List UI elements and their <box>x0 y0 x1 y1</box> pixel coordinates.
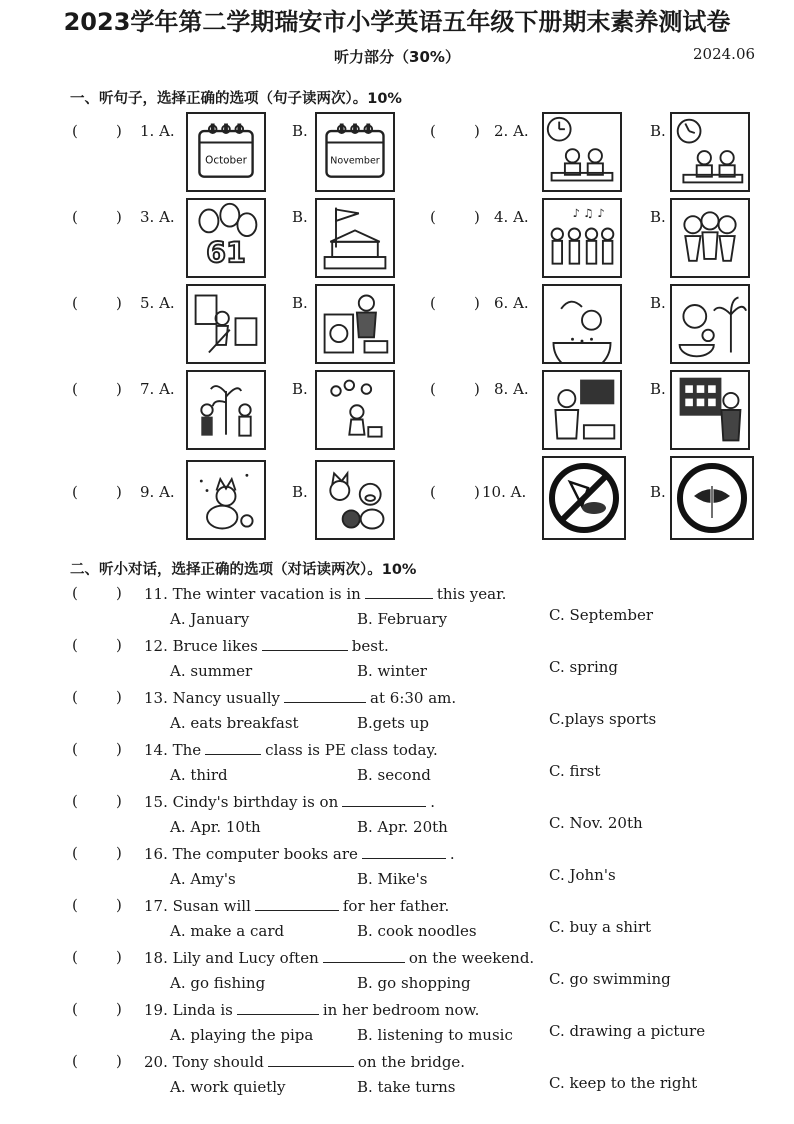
answer-paren[interactable]: ( ) <box>72 584 122 602</box>
option-c[interactable]: C. first <box>549 762 601 780</box>
answer-paren[interactable]: ( ) <box>72 740 122 758</box>
answer-paren[interactable]: ( ) <box>430 483 480 501</box>
question-item <box>0 792 794 844</box>
no-talking-sign-icon[interactable] <box>670 456 754 540</box>
answer-paren[interactable]: ( ) <box>72 948 122 966</box>
question-text-before: 14. The <box>144 741 202 759</box>
option-b[interactable]: B. Apr. 20th <box>357 818 448 836</box>
answer-blank <box>342 792 426 807</box>
question-number: 2. A. <box>494 122 529 140</box>
teacher-blackboard-icon[interactable] <box>542 370 622 450</box>
no-food-sign-icon[interactable] <box>542 456 626 540</box>
option-b[interactable]: B.gets up <box>357 714 430 732</box>
question-stem <box>144 948 534 967</box>
option-c[interactable]: C. September <box>549 606 654 624</box>
answer-blank <box>268 1052 354 1067</box>
option-c[interactable]: C. Nov. 20th <box>549 814 643 832</box>
teacher-chart-icon[interactable] <box>670 370 750 450</box>
question-item <box>0 896 794 948</box>
option-b-label: B. <box>650 483 666 501</box>
option-c[interactable]: C. spring <box>549 658 619 676</box>
question-item <box>0 844 794 896</box>
option-a[interactable]: A. playing the pipa <box>170 1026 314 1044</box>
question-text-before: 12. Bruce likes <box>144 637 258 655</box>
part2-heading: 二、听小对话，选择正确的选项（对话读两次）。10% <box>70 562 417 578</box>
option-b-label: B. <box>650 122 666 140</box>
question-number: 1. A. <box>140 122 175 140</box>
question-text-after: best. <box>351 637 389 655</box>
answer-blank <box>205 740 261 755</box>
option-a[interactable]: A. summer <box>170 662 253 680</box>
calendar-month-label: October <box>205 154 247 167</box>
answer-paren[interactable]: ( ) <box>72 688 122 706</box>
option-c[interactable]: C. drawing a picture <box>549 1022 706 1040</box>
option-a[interactable]: A. make a card <box>170 922 285 940</box>
question-number: 10. A. <box>482 483 527 501</box>
question-number: 7. A. <box>140 380 175 398</box>
answer-paren[interactable]: ( ) <box>72 380 122 398</box>
option-c[interactable]: C. go swimming <box>549 970 671 988</box>
question-item <box>0 740 794 792</box>
answer-paren[interactable]: ( ) <box>72 896 122 914</box>
option-a[interactable]: A. Amy's <box>170 870 236 888</box>
balloons-61-icon[interactable] <box>186 198 266 278</box>
part1-row <box>0 284 794 369</box>
question-stem <box>144 844 455 863</box>
question-number: 4. A. <box>494 208 529 226</box>
question-stem <box>144 740 438 759</box>
option-c[interactable]: C. buy a shirt <box>549 918 652 936</box>
question-stem <box>144 1052 465 1071</box>
option-c[interactable]: C.plays sports <box>549 710 657 728</box>
question-text-after: for her father. <box>342 897 450 915</box>
person-cleaning-room-icon[interactable] <box>186 284 266 364</box>
section-subtitle: 听力部分（30%） <box>334 48 460 66</box>
question-number: 5. A. <box>140 294 175 312</box>
question-text-after: at 6:30 am. <box>370 689 457 707</box>
answer-paren[interactable]: ( ) <box>72 294 122 312</box>
answer-blank <box>284 688 366 703</box>
question-text-before: 17. Susan will <box>144 897 251 915</box>
calendar-october-icon[interactable] <box>186 112 266 192</box>
answer-paren[interactable]: ( ) <box>72 1000 122 1018</box>
question-number: 6. A. <box>494 294 529 312</box>
option-b[interactable]: B. winter <box>357 662 427 680</box>
option-b-label: B. <box>650 380 666 398</box>
option-b-label: B. <box>292 122 308 140</box>
question-text-after: . <box>430 793 436 811</box>
question-text-before: 16. The computer books are <box>144 845 358 863</box>
question-stem <box>144 792 435 811</box>
option-a[interactable]: A. third <box>170 766 228 784</box>
option-b-label: B. <box>292 294 308 312</box>
question-text-before: 19. Linda is <box>144 1001 233 1019</box>
clock-students-desk-icon[interactable] <box>542 112 622 192</box>
tiananmen-flag-icon[interactable] <box>315 198 395 278</box>
cat-and-pig-icon[interactable] <box>315 460 395 540</box>
question-item <box>0 636 794 688</box>
answer-paren[interactable]: ( ) <box>72 208 122 226</box>
question-number: 8. A. <box>494 380 529 398</box>
part1-row <box>0 456 794 541</box>
question-item <box>0 688 794 740</box>
option-b[interactable]: B. go shopping <box>357 974 471 992</box>
clock-students-desk-icon[interactable] <box>670 112 750 192</box>
answer-paren[interactable]: ( ) <box>430 380 480 398</box>
answer-blank <box>237 1000 319 1015</box>
question-text-before: 15. Cindy's birthday is on <box>144 793 339 811</box>
option-b[interactable]: B. February <box>357 610 448 628</box>
children-singing-icon[interactable] <box>542 198 622 278</box>
exam-title: 2023学年第二学期瑞安市小学英语五年级下册期末素养测试卷 <box>63 8 731 36</box>
fruits-sun-tree-icon[interactable] <box>670 284 750 364</box>
answer-paren[interactable]: ( ) <box>72 844 122 862</box>
option-b[interactable]: B. take turns <box>357 1078 456 1096</box>
option-a[interactable]: A. go fishing <box>170 974 266 992</box>
option-a[interactable]: A. eats breakfast <box>170 714 299 732</box>
question-text-after: on the bridge. <box>357 1053 466 1071</box>
option-b-label: B. <box>292 380 308 398</box>
svg-text:♪ ♫ ♪: ♪ ♫ ♪ <box>572 206 605 221</box>
cat-playing-icon[interactable] <box>186 460 266 540</box>
question-item <box>0 584 794 636</box>
option-b-label: B. <box>650 208 666 226</box>
question-stem <box>144 584 506 603</box>
option-b-label: B. <box>650 294 666 312</box>
question-text-before: 20. Tony should <box>144 1053 264 1071</box>
answer-blank <box>362 844 446 859</box>
part1-row <box>0 370 794 455</box>
option-a[interactable]: A. Apr. 10th <box>170 818 261 836</box>
calendar-november-icon[interactable] <box>315 112 395 192</box>
option-b[interactable]: B. listening to music <box>357 1026 513 1044</box>
question-stem <box>144 688 456 707</box>
option-b-label: B. <box>292 483 308 501</box>
kids-planting-tree-icon[interactable] <box>186 370 266 450</box>
answer-paren[interactable]: ( ) <box>72 636 122 654</box>
part1-heading: 一、听句子，选择正确的选项（句子读两次）。10% <box>70 91 402 107</box>
answer-paren[interactable]: ( ) <box>430 294 480 312</box>
question-item <box>0 948 794 1000</box>
question-text-after: in her bedroom now. <box>322 1001 480 1019</box>
answer-blank <box>323 948 405 963</box>
question-text-after: . <box>449 845 455 863</box>
answer-paren[interactable]: ( ) <box>430 122 480 140</box>
man-washing-clothes-icon[interactable] <box>315 284 395 364</box>
answer-paren[interactable]: ( ) <box>72 122 122 140</box>
watermelon-fruits-icon[interactable] <box>542 284 622 364</box>
option-b[interactable]: B. second <box>357 766 431 784</box>
children-dancing-icon[interactable] <box>670 198 750 278</box>
question-number: 9. A. <box>140 483 175 501</box>
question-text-before: 18. Lily and Lucy often <box>144 949 319 967</box>
option-c[interactable]: C. keep to the right <box>549 1074 698 1092</box>
question-stem <box>144 636 389 655</box>
option-a[interactable]: A. work quietly <box>170 1078 286 1096</box>
question-stem <box>144 896 449 915</box>
answer-blank <box>255 896 339 911</box>
answer-blank <box>262 636 348 651</box>
question-text-after: this year. <box>436 585 507 603</box>
answer-paren[interactable]: ( ) <box>430 208 480 226</box>
part1-row <box>0 112 794 197</box>
calendar-month-label: November <box>330 155 380 167</box>
question-stem <box>144 1000 479 1019</box>
question-item <box>0 1052 794 1104</box>
answer-paren[interactable]: ( ) <box>72 483 122 501</box>
option-a[interactable]: A. January <box>170 610 250 628</box>
exam-date: 2024.06 <box>693 45 756 63</box>
option-b[interactable]: B. Mike's <box>357 870 428 888</box>
question-number: 3. A. <box>140 208 175 226</box>
question-item <box>0 1000 794 1052</box>
question-text-after: class is PE class today. <box>265 741 438 759</box>
option-b[interactable]: B. cook noodles <box>357 922 477 940</box>
svg-text:61: 61 <box>206 236 246 270</box>
option-b-label: B. <box>292 208 308 226</box>
question-text-before: 13. Nancy usually <box>144 689 281 707</box>
option-c[interactable]: C. John's <box>549 866 616 884</box>
answer-blank <box>365 584 433 599</box>
answer-paren[interactable]: ( ) <box>72 792 122 810</box>
answer-paren[interactable]: ( ) <box>72 1052 122 1070</box>
part1-row <box>0 198 794 283</box>
question-text-after: on the weekend. <box>408 949 535 967</box>
girl-watering-flowers-icon[interactable] <box>315 370 395 450</box>
question-text-before: 11. The winter vacation is in <box>144 585 361 603</box>
